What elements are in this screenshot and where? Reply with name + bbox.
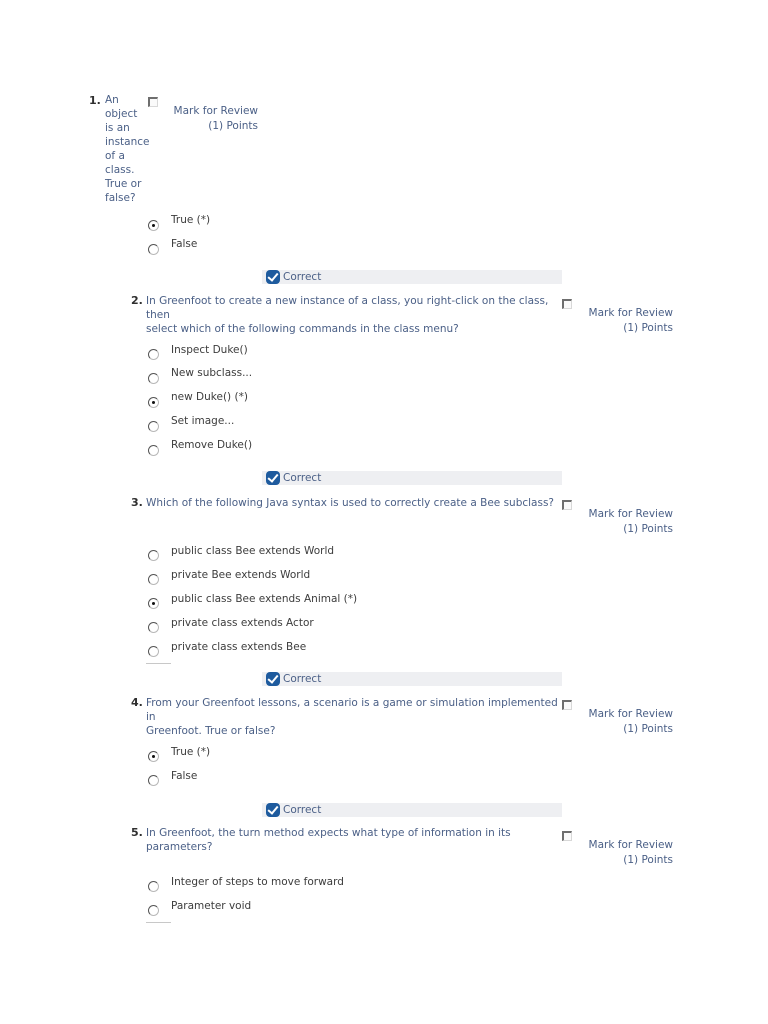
mark-for-review-checkbox[interactable] xyxy=(562,500,572,510)
question-text-line: In Greenfoot, the turn method expects what type of information in its parameters? xyxy=(146,827,511,853)
question-text xyxy=(146,496,566,510)
question-text-line: Which of the following Java syntax is used to correctly create a Bee subclass? xyxy=(146,497,555,509)
question-text-line: From your Greenfoot lessons, a scenario is a game or simulation implemented in xyxy=(146,697,558,723)
radio-button-selected[interactable] xyxy=(148,220,159,231)
divider xyxy=(146,663,171,664)
mark-for-review-checkbox[interactable] xyxy=(562,299,572,309)
option-label: private Bee extends World xyxy=(171,569,311,581)
mark-for-review-label: Mark for Review xyxy=(588,508,673,520)
radio-button[interactable] xyxy=(148,905,159,916)
question-text-line: True or xyxy=(105,178,142,190)
option-label: Integer of steps to move forward xyxy=(171,876,344,888)
correct-label: Correct xyxy=(283,673,322,685)
points-label: (1) Points xyxy=(208,120,258,132)
points-label: (1) Points xyxy=(623,322,673,334)
radio-button-selected[interactable] xyxy=(148,751,159,762)
mark-for-review xyxy=(160,104,258,134)
mark-for-review xyxy=(575,507,673,537)
correct-status xyxy=(262,803,562,817)
question-text-line: false? xyxy=(105,192,136,204)
question-text-line: is an xyxy=(105,122,130,134)
mark-for-review-label: Mark for Review xyxy=(588,839,673,851)
correct-label: Correct xyxy=(283,804,322,816)
correct-label: Correct xyxy=(283,271,322,283)
mark-for-review xyxy=(575,306,673,336)
question-text xyxy=(146,294,566,336)
check-icon xyxy=(266,270,280,284)
question-text xyxy=(105,93,150,205)
option-label: True (*) xyxy=(171,746,211,758)
correct-label: Correct xyxy=(283,472,322,484)
option-label: new Duke() (*) xyxy=(171,391,248,403)
radio-button-selected[interactable] xyxy=(148,397,159,408)
question-text-line: class. xyxy=(105,164,135,176)
radio-button[interactable] xyxy=(148,550,159,561)
mark-for-review-label: Mark for Review xyxy=(588,708,673,720)
mark-for-review xyxy=(575,707,673,737)
option-label: True (*) xyxy=(171,214,211,226)
correct-status xyxy=(262,270,562,284)
radio-button[interactable] xyxy=(148,445,159,456)
question-number: 3. xyxy=(131,496,143,509)
radio-button[interactable] xyxy=(148,622,159,633)
check-icon xyxy=(266,471,280,485)
radio-button[interactable] xyxy=(148,775,159,786)
option-label: public class Bee extends World xyxy=(171,545,335,557)
radio-button[interactable] xyxy=(148,244,159,255)
mark-for-review-checkbox[interactable] xyxy=(562,831,572,841)
points-label: (1) Points xyxy=(623,723,673,735)
option-label: Parameter void xyxy=(171,900,252,912)
question-number: 1. xyxy=(89,94,101,107)
option-label: False xyxy=(171,238,198,250)
option-label: public class Bee extends Animal (*) xyxy=(171,593,358,605)
option-label: Remove Duke() xyxy=(171,439,253,451)
divider xyxy=(146,922,171,923)
question-text-line: select which of the following commands in the class menu? xyxy=(146,323,459,335)
option-label: New subclass... xyxy=(171,367,253,379)
question-text-line: In Greenfoot to create a new instance of a class, you right-click on the class, then xyxy=(146,295,549,321)
radio-button-selected[interactable] xyxy=(148,598,159,609)
check-icon xyxy=(266,672,280,686)
option-label: private class extends Actor xyxy=(171,617,314,629)
mark-for-review xyxy=(575,838,673,868)
question-text-line: object xyxy=(105,108,138,120)
question-number: 2. xyxy=(131,294,143,307)
question-text-line: An xyxy=(105,94,119,106)
question-text-line: Greenfoot. True or false? xyxy=(146,725,276,737)
radio-button[interactable] xyxy=(148,421,159,432)
option-label: False xyxy=(171,770,198,782)
question-number: 5. xyxy=(131,826,143,839)
mark-for-review-label: Mark for Review xyxy=(588,307,673,319)
question-text-line: instance xyxy=(105,136,150,148)
question-text xyxy=(146,826,566,854)
mark-for-review-checkbox[interactable] xyxy=(148,97,158,107)
option-label: Set image... xyxy=(171,415,235,427)
question-text xyxy=(146,696,566,738)
correct-status xyxy=(262,471,562,485)
radio-button[interactable] xyxy=(148,574,159,585)
option-label: private class extends Bee xyxy=(171,641,307,653)
mark-for-review-label: Mark for Review xyxy=(173,105,258,117)
mark-for-review-checkbox[interactable] xyxy=(562,700,572,710)
correct-status xyxy=(262,672,562,686)
radio-button[interactable] xyxy=(148,349,159,360)
radio-button[interactable] xyxy=(148,373,159,384)
check-icon xyxy=(266,803,280,817)
points-label: (1) Points xyxy=(623,523,673,535)
radio-button[interactable] xyxy=(148,881,159,892)
radio-button[interactable] xyxy=(148,646,159,657)
points-label: (1) Points xyxy=(623,854,673,866)
question-text-line: of a xyxy=(105,150,125,162)
option-label: Inspect Duke() xyxy=(171,344,248,356)
question-number: 4. xyxy=(131,696,143,709)
